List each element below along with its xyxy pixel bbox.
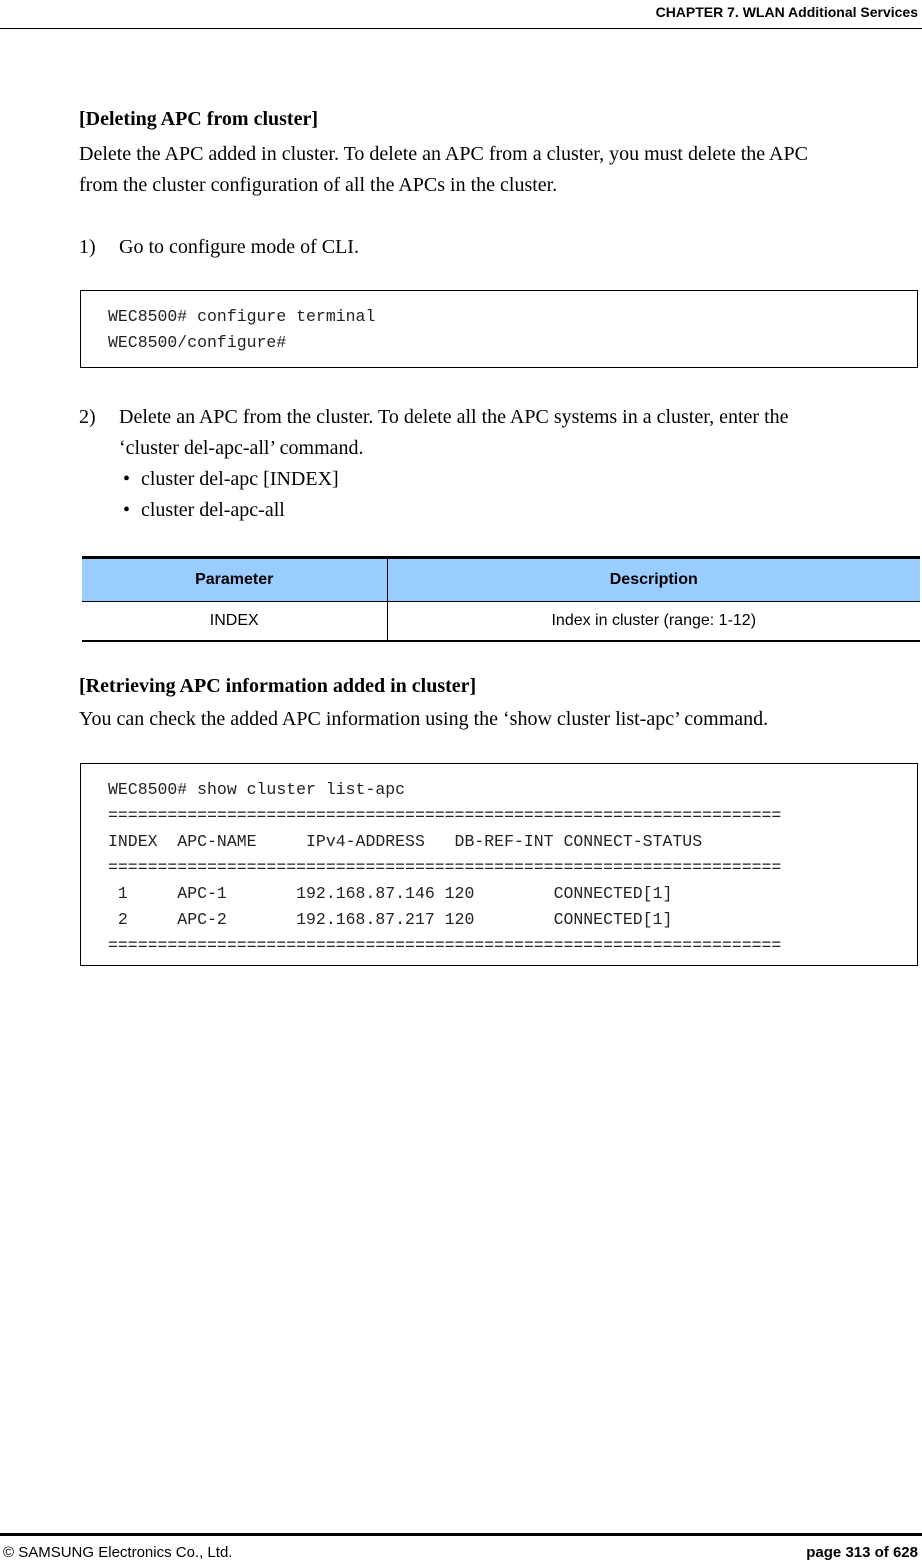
code-block-configure <box>80 290 918 368</box>
page-number: page 313 of 628 <box>806 1544 918 1561</box>
bullet-text: cluster del-apc-all <box>141 499 285 521</box>
code-line: WEC8500/configure# <box>108 333 287 352</box>
column-header-parameter: Parameter <box>82 558 387 602</box>
column-header-description: Description <box>387 558 920 602</box>
intro-line: from the cluster configuration of all the APCs in the cluster. <box>79 174 558 196</box>
code-line: WEC8500# show cluster list-apc <box>108 780 406 799</box>
code-block-list-apc <box>80 763 918 966</box>
parameter-table <box>82 556 920 642</box>
step-text: Go to configure mode of CLI. <box>119 236 359 258</box>
bullet-text: cluster del-apc [INDEX] <box>141 468 339 490</box>
step-text <box>119 402 919 526</box>
code-line: INDEX APC-NAME IPv4-ADDRESS DB-REF-INT CONNECT-STATUS <box>108 832 703 851</box>
section-intro-deleting <box>79 139 919 201</box>
copyright: © SAMSUNG Electronics Co., Ltd. <box>3 1544 233 1561</box>
section-heading-deleting: [Deleting APC from cluster] <box>79 108 319 130</box>
bullet-item <box>119 464 919 495</box>
section-heading-retrieving: [Retrieving APC information added in cluster] <box>79 675 477 697</box>
code-line: ==================================================================== <box>108 806 782 825</box>
table-header-row <box>82 558 920 602</box>
code-line: 1 APC-1 192.168.87.146 120 CONNECTED[1] <box>108 884 673 903</box>
bullet-icon: • <box>123 468 131 490</box>
step-1 <box>79 232 919 263</box>
page-header <box>0 0 922 29</box>
step-text-line: ‘cluster del-apc-all’ command. <box>119 437 364 459</box>
intro-line: Delete the APC added in cluster. To delete an APC from a cluster, you must delete the APC <box>79 143 808 165</box>
bullet-icon: • <box>123 499 131 521</box>
code-line: ==================================================================== <box>108 858 782 877</box>
code-line: 2 APC-2 192.168.87.217 120 CONNECTED[1] <box>108 910 673 929</box>
section-intro-retrieving: You can check the added APC information using the ‘show cluster list-apc’ command. <box>79 708 769 730</box>
chapter-title: CHAPTER 7. WLAN Additional Services <box>655 4 918 20</box>
table-cell: Index in cluster (range: 1-12) <box>387 602 920 642</box>
step-number: 2) <box>79 406 96 428</box>
code-line: WEC8500# configure terminal <box>108 307 376 326</box>
step-2 <box>79 402 919 526</box>
page-footer <box>0 1533 922 1568</box>
step-text-line: Delete an APC from the cluster. To delete all the APC systems in a cluster, enter the <box>119 406 789 428</box>
code-line: ==================================================================== <box>108 936 782 955</box>
table-cell: INDEX <box>82 602 387 642</box>
step-number: 1) <box>79 236 96 258</box>
bullet-item <box>119 495 919 526</box>
table-row <box>82 602 920 642</box>
